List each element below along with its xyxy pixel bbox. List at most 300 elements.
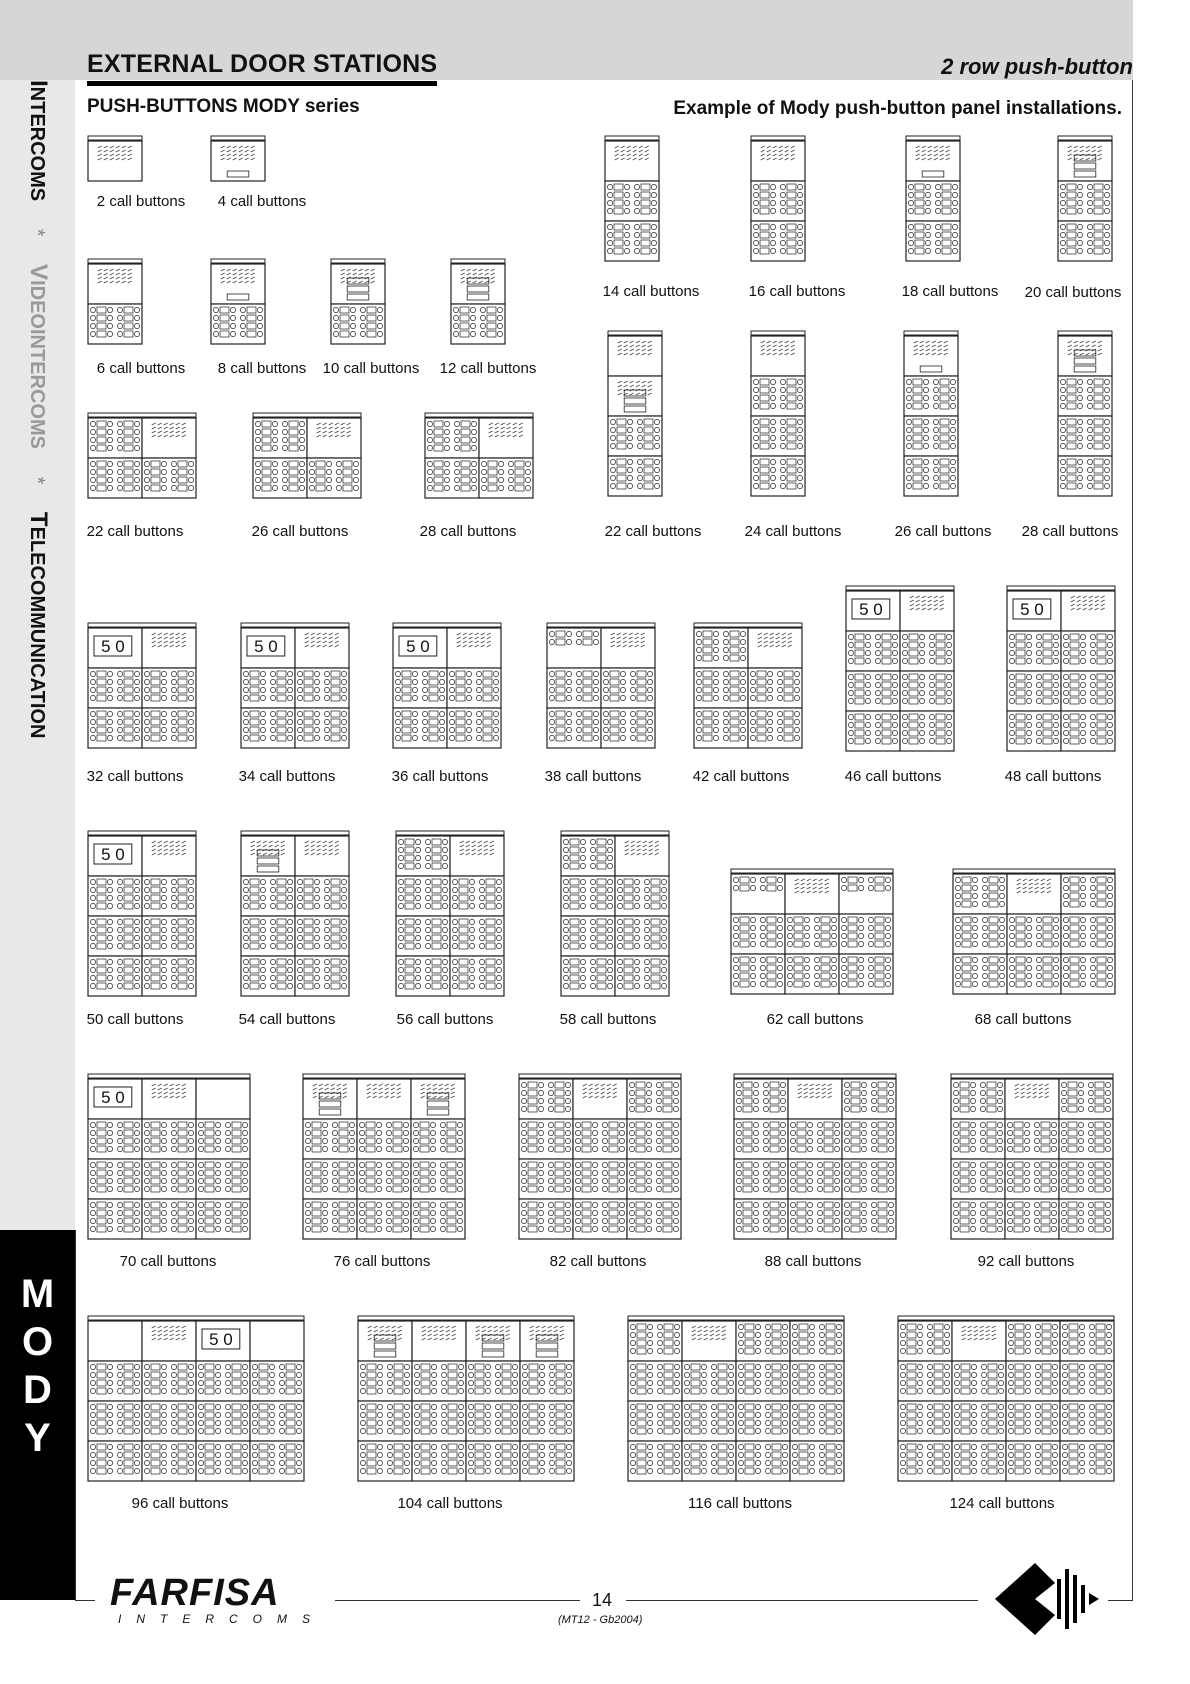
push-button-panel-diagram (424, 412, 534, 502)
panel-module (357, 1159, 411, 1199)
panel-caption: 56 call buttons (396, 1011, 494, 1028)
panel-module (1059, 1199, 1113, 1239)
panel-module (734, 1159, 788, 1199)
panel-module (605, 141, 659, 181)
panel-module (303, 1079, 357, 1119)
panel-module (898, 1321, 952, 1361)
panel-module (331, 304, 385, 344)
panel-module (1005, 1079, 1059, 1119)
panel-module (250, 1361, 304, 1401)
panel-module (142, 668, 196, 708)
push-button-panel-diagram (87, 412, 197, 502)
panel-module (411, 1079, 465, 1119)
push-button-panel-diagram (1057, 135, 1113, 265)
panel-module (357, 1079, 411, 1119)
panel-module (466, 1361, 520, 1401)
panel-module (519, 1199, 573, 1239)
panel-caption: 16 call buttons (748, 283, 846, 300)
panel-module (253, 418, 307, 458)
panel-display-digits: 5 0 (209, 1330, 233, 1349)
panel-module (142, 876, 196, 916)
panel-module (694, 628, 748, 668)
panel-module (842, 1159, 896, 1199)
panel-module (358, 1361, 412, 1401)
panel-caption: 42 call buttons (692, 768, 790, 785)
panel-module (241, 628, 295, 668)
panel-module (520, 1361, 574, 1401)
panel-module (731, 954, 785, 994)
panel-module (628, 1401, 682, 1441)
panel-module (88, 628, 142, 668)
panel-module (250, 1441, 304, 1481)
panel-module (466, 1441, 520, 1481)
panel-module (479, 418, 533, 458)
panel-module (839, 954, 893, 994)
panel-module (1005, 1159, 1059, 1199)
panel-module (88, 1119, 142, 1159)
footer-rule (1108, 1600, 1133, 1601)
panel-display-digits: 5 0 (101, 845, 125, 864)
category-sidebar (24, 80, 52, 738)
panel-module (196, 1361, 250, 1401)
panel-module (88, 956, 142, 996)
panel-module (900, 591, 954, 631)
category-intercoms: NTERCOMS (26, 86, 48, 202)
panel-module (425, 458, 479, 498)
section-tab-letter: D (23, 1368, 52, 1412)
panel-module (447, 668, 501, 708)
panel-module (450, 836, 504, 876)
document-code: (MT12 - Gb2004) (558, 1614, 643, 1626)
panel-module (142, 628, 196, 668)
category-videointercoms-initial: V (25, 264, 52, 281)
push-button-panel-diagram (845, 585, 955, 755)
panel-module (953, 914, 1007, 954)
panel-module (898, 1361, 952, 1401)
panel-module (1007, 671, 1061, 711)
panel-module (88, 1199, 142, 1239)
panel-module (839, 874, 893, 914)
panel-module (1058, 221, 1112, 261)
panel-module (573, 1159, 627, 1199)
panel-module (357, 1119, 411, 1159)
panel-module (790, 1401, 844, 1441)
push-button-panel-diagram (627, 1315, 845, 1485)
push-button-panel-diagram (87, 135, 143, 185)
panel-module (951, 1199, 1005, 1239)
panel-display-digits: 5 0 (101, 1088, 125, 1107)
panel-caption: 50 call buttons (86, 1011, 184, 1028)
panel-caption: 54 call buttons (238, 1011, 336, 1028)
push-button-panel-diagram (733, 1073, 897, 1243)
panel-module (451, 304, 505, 344)
panel-module (196, 1119, 250, 1159)
panel-module (1005, 1119, 1059, 1159)
panel-module (628, 1441, 682, 1481)
panel-caption: 88 call buttons (764, 1253, 862, 1270)
push-button-panel-diagram (87, 1315, 305, 1485)
push-button-panel-diagram (1006, 585, 1116, 755)
panel-module (788, 1079, 842, 1119)
panel-module (573, 1119, 627, 1159)
panel-module (842, 1079, 896, 1119)
push-button-panel-diagram (607, 330, 663, 500)
panel-module (519, 1159, 573, 1199)
panel-module (951, 1079, 1005, 1119)
push-button-panel-diagram (450, 258, 506, 348)
panel-module (605, 221, 659, 261)
panel-module (88, 1321, 142, 1361)
panel-caption: 18 call buttons (901, 283, 999, 300)
panel-module (1007, 591, 1061, 631)
panel-module (736, 1441, 790, 1481)
panel-module (519, 1079, 573, 1119)
panel-module (393, 668, 447, 708)
panel-module (1059, 1159, 1113, 1199)
panel-module (1061, 954, 1115, 994)
panel-caption: 14 call buttons (602, 283, 700, 300)
panel-module (953, 954, 1007, 994)
panel-module (608, 376, 662, 416)
panel-module (951, 1119, 1005, 1159)
panel-module (628, 1361, 682, 1401)
example-title: Example of Mody push-button panel installations. (673, 98, 1122, 119)
panel-module (694, 708, 748, 748)
push-button-panel-diagram (905, 135, 961, 265)
panel-module (904, 376, 958, 416)
push-button-panel-diagram (240, 622, 350, 752)
panel-module (682, 1361, 736, 1401)
panel-module (295, 708, 349, 748)
panel-module (731, 874, 785, 914)
push-button-panel-diagram (750, 135, 806, 265)
panel-module (1061, 914, 1115, 954)
panel-module (627, 1119, 681, 1159)
section-tab (0, 1230, 75, 1600)
panel-module (142, 836, 196, 876)
brand-mark-icon (995, 1563, 1107, 1640)
panel-module (451, 264, 505, 304)
panel-module (250, 1321, 304, 1361)
panel-caption: 2 call buttons (96, 193, 186, 210)
panel-module (142, 1361, 196, 1401)
footer-rule (335, 1600, 580, 1601)
panel-module (396, 916, 450, 956)
panel-module (241, 956, 295, 996)
section-tab-letter: M (20, 1272, 55, 1316)
panel-module (547, 668, 601, 708)
panel-caption: 8 call buttons (217, 360, 307, 377)
panel-module (561, 916, 615, 956)
panel-module (952, 1361, 1006, 1401)
panel-module (608, 336, 662, 376)
panel-module (412, 1321, 466, 1361)
panel-module (295, 876, 349, 916)
panel-module (303, 1159, 357, 1199)
panel-module (412, 1361, 466, 1401)
panel-module (295, 916, 349, 956)
page-number: 14 (592, 1590, 613, 1610)
brand-subtitle: INTERCOMS (118, 1612, 325, 1626)
panel-module (211, 304, 265, 344)
panel-module (628, 1321, 682, 1361)
panel-module (142, 916, 196, 956)
panel-module (211, 141, 265, 181)
panel-module (906, 221, 960, 261)
panel-display-digits: 5 0 (859, 600, 883, 619)
category-intercoms-initial: I (25, 80, 52, 87)
footer-rule (626, 1600, 978, 1601)
panel-caption: 104 call buttons (397, 1495, 503, 1512)
panel-module (734, 1199, 788, 1239)
push-button-panel-diagram (87, 258, 143, 348)
panel-module (425, 418, 479, 458)
panel-module (900, 671, 954, 711)
panel-module (303, 1119, 357, 1159)
panel-module (785, 914, 839, 954)
push-button-panel-diagram (604, 135, 660, 265)
panel-module (1059, 1079, 1113, 1119)
panel-module (88, 458, 142, 498)
panel-caption: 92 call buttons (977, 1253, 1075, 1270)
panel-module (736, 1401, 790, 1441)
push-button-panel-diagram (395, 830, 505, 1000)
push-button-panel-diagram (87, 830, 197, 1000)
panel-module (788, 1199, 842, 1239)
panel-module (1061, 631, 1115, 671)
panel-module (303, 1199, 357, 1239)
panel-module (412, 1401, 466, 1441)
panel-module (904, 416, 958, 456)
panel-module (736, 1321, 790, 1361)
panel-module (615, 916, 669, 956)
panel-module (751, 181, 805, 221)
panel-module (295, 668, 349, 708)
panel-module (1058, 376, 1112, 416)
panel-module (241, 836, 295, 876)
panel-module (396, 876, 450, 916)
page-title: EXTERNAL DOOR STATIONS (87, 50, 438, 78)
push-button-panel-diagram (210, 258, 266, 348)
push-button-panel-diagram (357, 1315, 575, 1485)
panel-module (751, 336, 805, 376)
panel-module (904, 456, 958, 496)
panel-module (1007, 914, 1061, 954)
push-button-panel-diagram (210, 135, 266, 185)
panel-module (393, 708, 447, 748)
panel-module (1061, 671, 1115, 711)
panel-module (790, 1361, 844, 1401)
panel-caption: 12 call buttons (439, 360, 537, 377)
panel-module (627, 1079, 681, 1119)
panel-caption: 4 call buttons (217, 193, 307, 210)
panel-module (520, 1401, 574, 1441)
panel-module (88, 916, 142, 956)
panel-module (682, 1321, 736, 1361)
panel-module (88, 418, 142, 458)
panel-module (142, 1321, 196, 1361)
panel-caption: 116 call buttons (688, 1495, 792, 1512)
panel-module (393, 628, 447, 668)
push-button-panel-diagram (330, 258, 386, 348)
panel-module (450, 916, 504, 956)
header-underline (87, 81, 437, 86)
panel-module (627, 1159, 681, 1199)
panel-caption: 22 call buttons (86, 523, 184, 540)
panel-module (295, 628, 349, 668)
panel-module (573, 1199, 627, 1239)
panel-module (1007, 874, 1061, 914)
panel-module (904, 336, 958, 376)
push-button-panel-diagram (903, 330, 959, 500)
panel-module (250, 1401, 304, 1441)
frame-left (75, 1230, 76, 1600)
panel-module (900, 631, 954, 671)
page-subtitle: 2 row push-button (941, 54, 1133, 79)
panel-module (479, 458, 533, 498)
panel-module (1007, 954, 1061, 994)
panel-module (196, 1159, 250, 1199)
panel-module (295, 956, 349, 996)
panel-module (196, 1441, 250, 1481)
panel-module (751, 416, 805, 456)
panel-module (951, 1159, 1005, 1199)
panel-module (88, 876, 142, 916)
panel-display-digits: 5 0 (1020, 600, 1044, 619)
panel-module (1058, 416, 1112, 456)
panel-caption: 28 call buttons (1021, 523, 1119, 540)
push-button-panel-diagram (392, 622, 502, 752)
panel-caption: 58 call buttons (559, 1011, 657, 1028)
panel-module (396, 956, 450, 996)
panel-module (615, 876, 669, 916)
panel-module (307, 458, 361, 498)
push-button-panel-diagram (950, 1073, 1114, 1243)
panel-caption: 48 call buttons (1004, 768, 1102, 785)
panel-module (142, 956, 196, 996)
push-button-panel-diagram (750, 330, 806, 500)
panel-caption: 34 call buttons (238, 768, 336, 785)
panel-module (1061, 711, 1115, 751)
panel-module (748, 668, 802, 708)
panel-display-digits: 5 0 (101, 637, 125, 656)
panel-module (1060, 1361, 1114, 1401)
category-separator: * (26, 228, 48, 237)
panel-caption: 20 call buttons (1024, 284, 1122, 301)
category-videointercoms: IDEOINTERCOMS (26, 280, 48, 449)
panel-module (331, 264, 385, 304)
brand-logo: FARFISA (110, 1572, 280, 1614)
panel-module (573, 1079, 627, 1119)
panel-module (1058, 336, 1112, 376)
panel-module (412, 1441, 466, 1481)
panel-module (846, 631, 900, 671)
panel-caption: 26 call buttons (251, 523, 349, 540)
panel-caption: 82 call buttons (549, 1253, 647, 1270)
panel-module (608, 416, 662, 456)
panel-module (898, 1401, 952, 1441)
push-button-panel-diagram (252, 412, 362, 502)
panel-module (1060, 1441, 1114, 1481)
push-button-panel-diagram (546, 622, 656, 752)
panel-module (196, 1199, 250, 1239)
panel-module (88, 304, 142, 344)
section-title: PUSH-BUTTONS MODY series (87, 96, 360, 117)
panel-module (906, 141, 960, 181)
panel-module (1058, 456, 1112, 496)
panel-module (547, 628, 601, 668)
push-button-panel-diagram (952, 868, 1116, 998)
panel-module (88, 141, 142, 181)
panel-module (88, 1361, 142, 1401)
panel-module (694, 668, 748, 708)
panel-caption: 76 call buttons (333, 1253, 431, 1270)
panel-module (790, 1321, 844, 1361)
panel-module (447, 708, 501, 748)
panel-module (142, 1159, 196, 1199)
panel-module (734, 1119, 788, 1159)
panel-module (788, 1119, 842, 1159)
panel-module (196, 1401, 250, 1441)
panel-module (561, 956, 615, 996)
panel-module (952, 1321, 1006, 1361)
panel-module (953, 874, 1007, 914)
category-separator: * (26, 476, 48, 485)
push-button-panel-diagram (560, 830, 670, 1000)
panel-module (900, 711, 954, 751)
push-button-panel-diagram (87, 1073, 251, 1243)
panel-module (1006, 1361, 1060, 1401)
panel-module (846, 671, 900, 711)
panel-caption: 36 call buttons (391, 768, 489, 785)
panel-module (142, 418, 196, 458)
panel-caption: 46 call buttons (844, 768, 942, 785)
panel-module (1005, 1199, 1059, 1239)
push-button-panel-diagram (693, 622, 803, 752)
panel-module (846, 711, 900, 751)
panel-caption: 26 call buttons (894, 523, 992, 540)
panel-module (520, 1321, 574, 1361)
panel-module (608, 456, 662, 496)
panel-module (196, 1321, 250, 1361)
panel-module (788, 1159, 842, 1199)
panel-module (1006, 1401, 1060, 1441)
panel-module (241, 876, 295, 916)
panel-display-digits: 5 0 (406, 637, 430, 656)
panel-module (196, 1079, 250, 1119)
footer-rule (75, 1600, 95, 1601)
panel-module (748, 628, 802, 668)
panel-module (842, 1199, 896, 1239)
panel-module (561, 876, 615, 916)
panel-caption: 68 call buttons (974, 1011, 1072, 1028)
panel-module (88, 1401, 142, 1441)
panel-module (358, 1401, 412, 1441)
panel-module (411, 1159, 465, 1199)
frame-right (1132, 80, 1133, 1600)
panel-module (601, 668, 655, 708)
panel-module (358, 1321, 412, 1361)
panel-module (1061, 874, 1115, 914)
panel-caption: 6 call buttons (96, 360, 186, 377)
panel-module (898, 1441, 952, 1481)
panel-module (142, 1401, 196, 1441)
panel-module (411, 1119, 465, 1159)
panel-module (142, 708, 196, 748)
panel-module (520, 1441, 574, 1481)
panel-module (906, 181, 960, 221)
category-telecommunication-initial: T (25, 511, 52, 527)
